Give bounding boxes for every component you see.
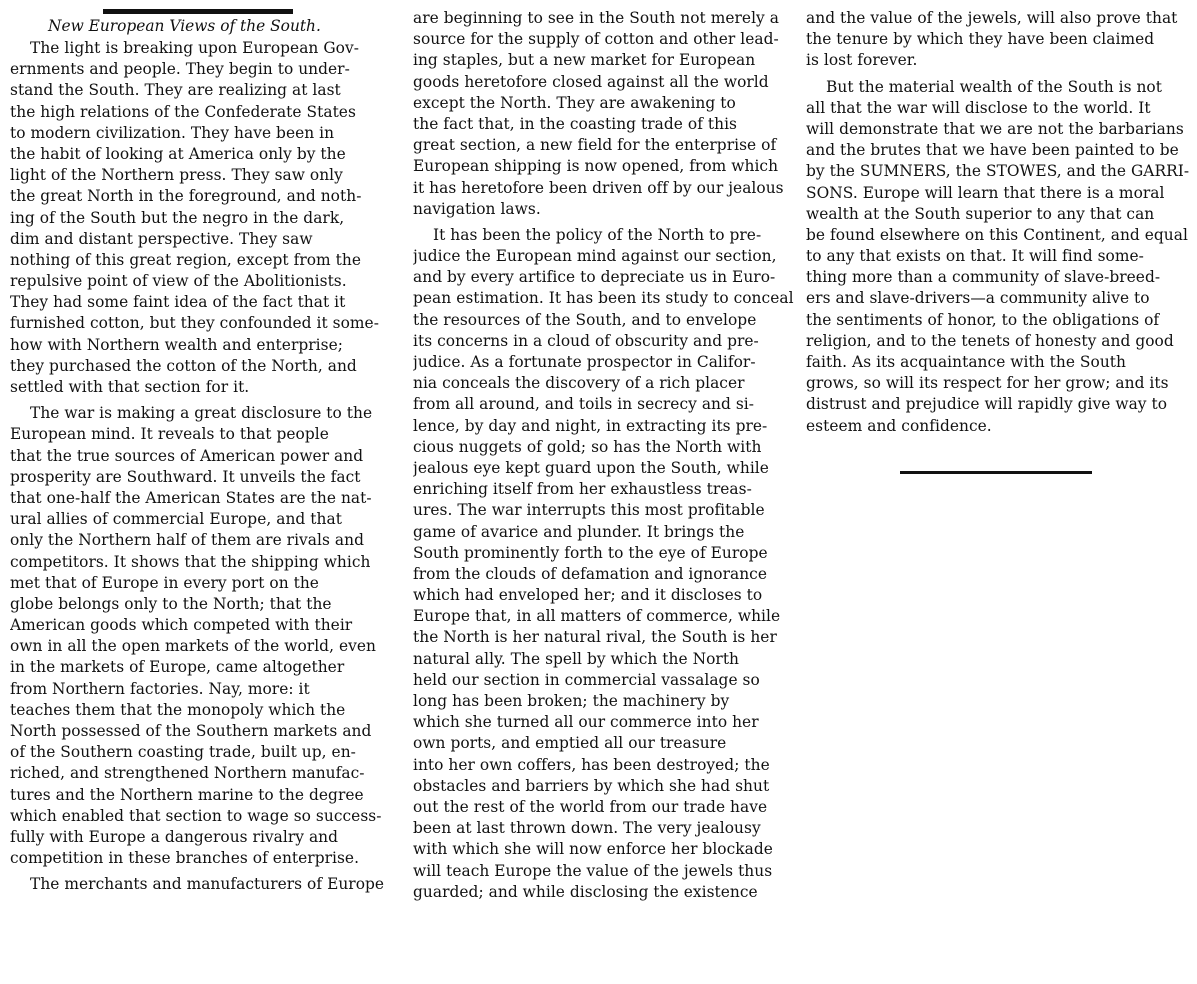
text-line: own ports, and emptied all our treasure: [413, 734, 727, 753]
text-line: natural ally. The spell by which the North: [413, 649, 740, 668]
text-line: source for the supply of cotton and other lead-: [413, 30, 779, 49]
text-line: Europe that, in all matters of commerce, while: [413, 607, 781, 626]
text-line: it has heretofore been driven off by our jealous: [413, 178, 784, 197]
text-line: fully with Europe a dangerous rivalry and: [10, 827, 339, 846]
text-line: with which she will now enforce her blockade: [413, 840, 773, 859]
text-line: the sentiments of honor, to the obligations of: [806, 310, 1160, 329]
text-line: from all around, and toils in secrecy and si-: [413, 395, 755, 414]
text-line: They had some faint idea of the fact that it: [10, 293, 346, 312]
text-line: ers and slave-drivers—a community alive to: [806, 289, 1150, 308]
text-line: The war is making a great disclosure to the: [30, 404, 373, 423]
text-line: teaches them that the monopoly which the: [10, 700, 346, 719]
text-line: to modern civilization. They have been in: [10, 123, 335, 142]
text-line: repulsive point of view of the Abolitionists.: [10, 272, 347, 291]
text-line: light of the Northern press. They saw only: [10, 166, 343, 185]
text-line: esteem and confidence.: [806, 416, 992, 435]
text-line: from the clouds of defamation and ignorance: [413, 564, 768, 583]
text-line: grows, so will its respect for her grow; and its: [806, 374, 1169, 393]
text-line: nia conceals the discovery of a rich placer: [413, 374, 745, 393]
text-line: that one-half the American States are the nat-: [10, 488, 372, 507]
text-line: religion, and to the tenets of honesty and good: [806, 331, 1174, 350]
text-line: ernments and people. They begin to under-: [10, 60, 350, 79]
text-line: great section, a new field for the enterprise of: [413, 136, 777, 155]
column-2: [413, 8, 796, 903]
text-line: into her own coffers, has been destroyed; the: [413, 755, 770, 774]
text-line: that the true sources of American power and: [10, 446, 364, 465]
text-line: all that the war will disclose to the world. It: [806, 98, 1151, 117]
text-line: judice. As a fortunate prospector in Califor-: [413, 353, 756, 371]
text-line: which had enveloped her; and it discloses to: [413, 586, 763, 605]
text-line: stand the South. They are realizing at last: [10, 81, 341, 100]
text-line: competition in these branches of enterprise.: [10, 849, 360, 868]
text-line: The light is breaking upon European Gov-: [30, 39, 359, 57]
text-line: the habit of looking at America only by the: [10, 144, 346, 163]
text-line: guarded; and while disclosing the existence: [413, 882, 758, 901]
text-line: its concerns in a cloud of obscurity and pre-: [413, 331, 759, 350]
column-1: [10, 38, 393, 896]
text-line: ing of the South but the negro in the dark,: [10, 208, 345, 227]
text-line: furnished cotton, but they confounded it some-: [10, 314, 379, 333]
text-line: navigation laws.: [413, 199, 541, 218]
text-line: be found elsewhere on this Continent, and equal: [806, 225, 1188, 244]
text-line: ing staples, but a new market for European: [413, 51, 756, 70]
text-line: which she turned all our commerce into her: [413, 713, 759, 732]
text-line: nothing of this great region, except from the: [10, 250, 361, 269]
text-line: distrust and prejudice will rapidly give way to: [806, 395, 1168, 414]
top-rule: [103, 9, 293, 14]
text-line: competitors. It shows that the shipping which: [10, 552, 371, 571]
text-line: will teach Europe the value of the jewels thus: [413, 861, 773, 880]
text-line: ural allies of commercial Europe, and that: [10, 510, 342, 529]
text-line: the tenure by which they have been claimed: [806, 30, 1155, 49]
text-line: the great North in the foreground, and noth-: [10, 187, 362, 206]
text-line: the resources of the South, and to envelope: [413, 310, 757, 329]
text-line: met that of Europe in every port on the: [10, 573, 319, 592]
text-line: tures and the Northern marine to the degree: [10, 785, 364, 804]
text-line: goods heretofore closed against all the world: [413, 72, 769, 91]
text-line: out the rest of the world from our trade have: [413, 797, 768, 816]
text-line: only the Northern half of them are rivals and: [10, 531, 364, 550]
text-line: long has been broken; the machinery by: [413, 692, 730, 710]
text-line: the North is her natural rival, the South is her: [413, 628, 777, 647]
text-line: prosperity are Southward. It unveils the fact: [10, 467, 361, 486]
text-line: It has been the policy of the North to pre-: [433, 225, 762, 244]
text-line: and the brutes that we have been painted to be: [806, 141, 1179, 160]
text-line: dim and distant perspective. They saw: [10, 229, 313, 248]
text-line: wealth at the South superior to any that can: [806, 204, 1155, 223]
text-line: own in all the open markets of the world, even: [10, 637, 376, 656]
text-line: judice the European mind against our section,: [413, 247, 777, 266]
text-line: thing more than a community of slave-breed-: [806, 268, 1161, 287]
text-line: they purchased the cotton of the North, and: [10, 356, 357, 375]
text-line: is lost forever.: [806, 51, 918, 70]
text-line: of the Southern coasting trade, built up, en-: [10, 743, 356, 762]
text-line: faith. As its acquaintance with the South: [806, 353, 1126, 371]
text-line: lence, by day and night, in extracting its pre-: [413, 416, 768, 435]
text-line: enriching itself from her exhaustless treas-: [413, 480, 752, 499]
text-line: American goods which competed with their: [10, 616, 353, 635]
text-line: European mind. It reveals to that people: [10, 425, 329, 444]
text-line: pean estimation. It has been its study to conceal: [413, 289, 794, 308]
text-line: in the markets of Europe, came altogether: [10, 658, 345, 677]
column-3: [806, 8, 1189, 437]
text-line: and the value of the jewels, will also prove that: [806, 9, 1178, 27]
text-line: will demonstrate that we are not the barbarians: [806, 119, 1184, 138]
text-line: cious nuggets of gold; so has the North with: [413, 437, 762, 456]
text-line: by the SUMNERS, the STOWES, and the GARRI-: [806, 162, 1189, 181]
text-line: globe belongs only to the North; that the: [10, 594, 332, 613]
text-line: game of avarice and plunder. It brings the: [413, 522, 745, 541]
text-line: to any that exists on that. It will find some-: [806, 247, 1144, 266]
end-rule: [900, 471, 1092, 474]
text-line: European shipping is now opened, from which: [413, 157, 779, 176]
text-line: except the North. They are awakening to: [413, 93, 736, 112]
text-line: jealous eye kept guard upon the South, while: [413, 458, 769, 477]
text-line: obstacles and barriers by which she had shut: [413, 776, 770, 795]
text-line: settled with that section for it.: [10, 378, 250, 396]
text-line: riched, and strengthened Northern manufac-: [10, 764, 365, 783]
text-line: The merchants and manufacturers of Europe: [30, 875, 385, 894]
text-line: how with Northern wealth and enterprise;: [10, 335, 343, 354]
text-line: South prominently forth to the eye of Europe: [413, 543, 768, 562]
text-line: which enabled that section to wage so success-: [10, 806, 382, 825]
text-line: held our section in commercial vassalage so: [413, 670, 760, 689]
text-line: and by every artifice to depreciate us in Euro-: [413, 268, 776, 287]
text-line: SONS. Europe will learn that there is a moral: [806, 183, 1165, 202]
text-line: But the material wealth of the South is not: [826, 77, 1162, 96]
text-line: been at last thrown down. The very jealousy: [413, 819, 761, 838]
text-line: North possessed of the Southern markets and: [10, 722, 372, 740]
article-headline: New European Views of the South.: [48, 17, 321, 35]
text-line: from Northern factories. Nay, more: it: [10, 679, 310, 698]
text-line: the high relations of the Confederate States: [10, 102, 356, 121]
text-line: are beginning to see in the South not merely a: [413, 9, 779, 27]
text-line: the fact that, in the coasting trade of this: [413, 114, 737, 133]
text-line: ures. The war interrupts this most profitable: [413, 501, 765, 520]
